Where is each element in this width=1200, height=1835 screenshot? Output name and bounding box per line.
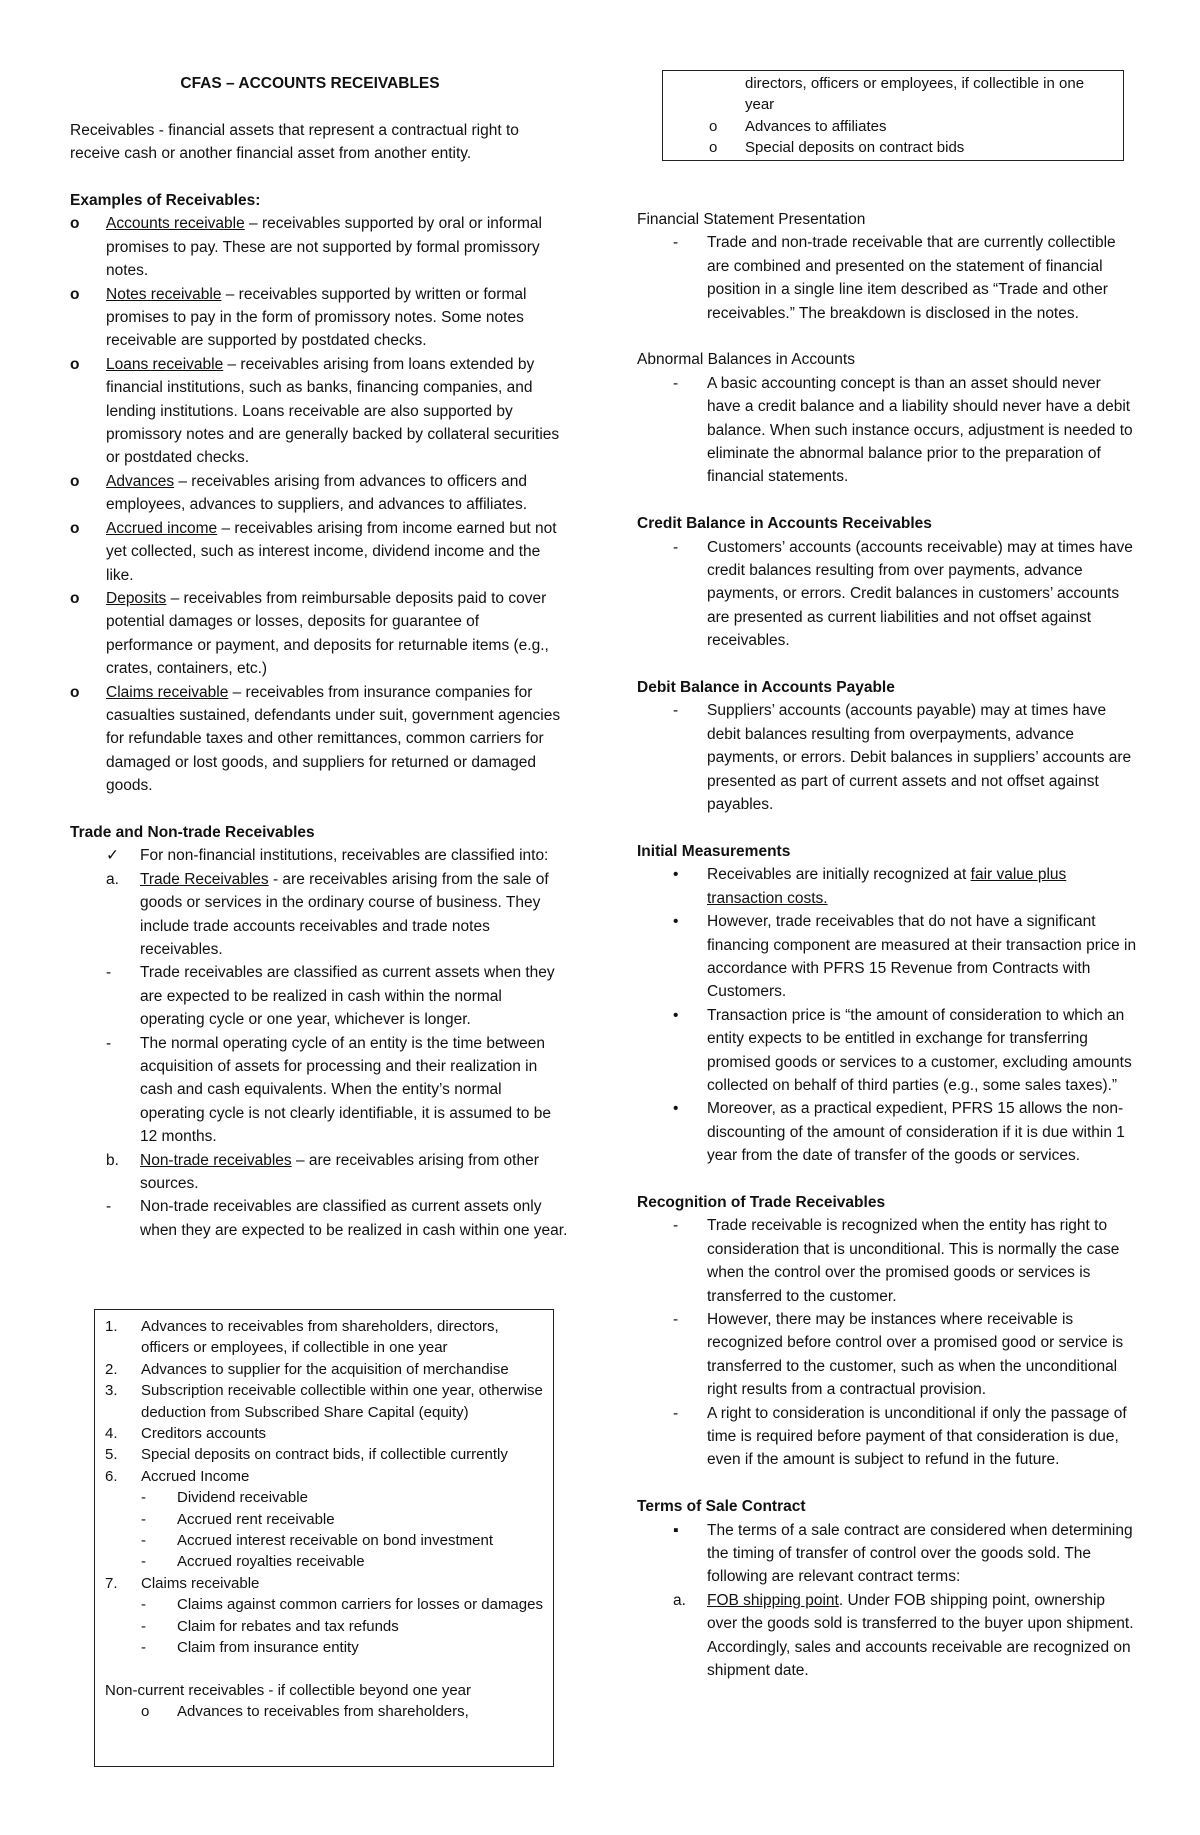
- noncurrent-heading: Non-current receivables - if collectible beyond one year: [105, 1681, 472, 1699]
- document-title: CFAS – ACCOUNTS RECEIVABLES: [180, 75, 440, 92]
- receivables-definition: Receivables - financial assets that represent a contractual right to receive cash or another financial asset from another entity.: [70, 121, 519, 163]
- box-item-1: 1. Advances to receivables from shareholders, directors, officers or employees, if collectible in one year: [105, 1318, 499, 1357]
- example-item-claims-receivable: o Claims receivable – receivables from insurance companies for casualties sustained, defendants under suit, government agencies for refundable taxes and other remittances, common carriers for damaged or lost goods, and suppliers for returned or damaged goods.: [70, 683, 561, 795]
- check-icon: ✓: [106, 846, 119, 865]
- accrued-sub-item: - Accrued rent receivable: [141, 1510, 335, 1528]
- abnormal-item: - A basic accounting concept is than an asset should never have a credit balance and a liability should never have a debit balance. When such instance occurs, adjustment is needed to eliminate the abnormal balance prior to the preparation of financial statements.: [673, 374, 1133, 486]
- initial-item-transaction-price: • However, trade receivables that do not have a significant financing component are measured at their transaction price in accordance with PFRS 15 Revenue from Contracts with Customers.: [673, 913, 1137, 1001]
- debit-item: - Suppliers’ accounts (accounts payable) may at times have debit balances resulting from overpayments, advance payments, or errors. Debit balances in suppliers’ accounts are presented as part of current assets and not offset against payables.: [673, 702, 1132, 814]
- example-item-advances: o Advances – receivables arising from advances to officers and employees, advances to suppliers, and advances to affiliates.: [70, 472, 528, 514]
- credit-item: - Customers’ accounts (accounts receivable) may at times have credit balances resulting from over payments, advance payments, or errors. Credit balances in customers’ accounts are presented as current liabilities and not offset against receivables.: [673, 538, 1133, 650]
- terms-heading: Terms of Sale Contract: [637, 1498, 806, 1516]
- noncurrent-item-affiliates: o Advances to affiliates: [709, 117, 887, 135]
- accrued-sub-item: - Accrued royalties receivable: [141, 1553, 365, 1571]
- box-item-3: 3. Subscription receivable collectible within one year, otherwise deduction from Subscribed Share Capital (equity): [105, 1382, 543, 1421]
- fsp-item: - Trade and non-trade receivable that are currently collectible are combined and presented on the statement of financial position in a single line item described as “Trade and other receivables.” The breakdown is disclosed in the notes.: [673, 234, 1116, 322]
- initial-item-fair-value: • Receivables are initially recognized at fair value plus transaction costs.: [673, 866, 1067, 907]
- credit-heading: Credit Balance in Accounts Receivables: [637, 515, 932, 533]
- nontrade-examples-box: [94, 1309, 554, 1767]
- noncurrent-item-shareholders: o Advances to receivables from shareholders,: [141, 1703, 469, 1721]
- claims-sub-item: - Claim from insurance entity: [141, 1639, 359, 1657]
- trade-intro: ✓ For non-financial institutions, receivables are classified into:: [70, 844, 570, 867]
- debit-heading: Debit Balance in Accounts Payable: [637, 679, 895, 697]
- box-item-6: 6. Accrued Income: [105, 1467, 250, 1485]
- accrued-sub-item: - Accrued interest receivable on bond investment: [141, 1532, 494, 1550]
- initial-item-practical-expedient: • Moreover, as a practical expedient, PFRS 15 allows the non-discounting of the amount of consideration if it is due within 1 year from the date of transfer of the goods or services.: [673, 1100, 1125, 1165]
- example-item-notes-receivable: o Notes receivable – receivables supported by written or formal promises to pay in the form of promissory notes. Some notes receivable are supported by postdated checks.: [70, 285, 527, 350]
- noncurrent-continuation-text: directors, officers or employees, if collectible in one year: [745, 75, 1085, 114]
- box-item-7: 7. Claims receivable: [105, 1574, 260, 1592]
- accrued-sub-item: - Dividend receivable: [141, 1489, 308, 1507]
- recognition-item: - A right to consideration is unconditional if only the passage of time is required before payment of that consideration is due, even if the amount is subject to refund in the future.: [673, 1404, 1127, 1469]
- trade-dash-operating-cycle: - The normal operating cycle of an entity is the time between acquisition of assets for processing and their realization in cash and cash equivalents. When the entity’s normal operating cycle is not clearly identifiable, it is assumed to be 12 months.: [106, 1034, 551, 1146]
- left-column: [70, 0, 570, 1242]
- box-item-4: 4. Creditors accounts: [105, 1425, 267, 1443]
- box-item-5: 5. Special deposits on contract bids, if collectible currently: [105, 1446, 508, 1464]
- abnormal-heading: Abnormal Balances in Accounts: [637, 351, 855, 369]
- noncurrent-continuation-box: [662, 70, 1124, 161]
- box-item-2: 2. Advances to supplier for the acquisition of merchandise: [105, 1360, 509, 1378]
- claims-sub-item: - Claim for rebates and tax refunds: [141, 1617, 399, 1635]
- nontrade-receivables-item: b. Non-trade receivables – are receivables arising from other sources.: [106, 1151, 539, 1193]
- terms-intro: ▪ The terms of a sale contract are considered when determining the timing of transfer of control over the goods sold. The following are relevant contract terms:: [673, 1521, 1133, 1586]
- example-item-deposits: o Deposits – receivables from reimbursable deposits paid to cover potential damages or losses, deposits for guarantee of performance or payment, and deposits for returnable items (e.g., crates, containers, etc.): [70, 589, 549, 678]
- trade-receivables-item: a. Trade Receivables - are receivables arising from the sale of goods or services in the ordinary course of business. They include trade accounts receivables and trade notes receivables.: [106, 870, 549, 958]
- initial-heading: Initial Measurements: [637, 842, 791, 860]
- examples-heading: Examples of Receivables:: [70, 192, 261, 209]
- examples-list: [70, 212, 570, 797]
- example-item-accounts-receivable: o Accounts receivable – receivables supported by oral or informal promises to pay. These are not supported by formal promissory notes.: [70, 215, 542, 280]
- claims-sub-item: - Claims against common carriers for losses or damages: [141, 1596, 543, 1614]
- recognition-item: - Trade receivable is recognized when the entity has right to consideration that is unconditional. This is normally the case when the control over the promised goods or services is transferred to the customer.: [673, 1217, 1120, 1305]
- trade-dash-current-assets: - Trade receivables are classified as current assets when they are expected to be realized in cash within the normal operating cycle or one year, whichever is longer.: [106, 964, 555, 1029]
- noncurrent-item-contract-bids: o Special deposits on contract bids: [709, 139, 965, 157]
- fsp-heading: Financial Statement Presentation: [637, 211, 866, 228]
- initial-item-definition: • Transaction price is “the amount of consideration to which an entity expects to be entitled in exchange for transferring promised goods or services to a customer, excluding amounts collected on behalf of third parties (e.g., some sales taxes).”: [673, 1006, 1132, 1094]
- nontrade-dash-current-assets: - Non-trade receivables are classified as current assets only when they are expected to be realized in cash within one year.: [106, 1198, 568, 1239]
- terms-fob-shipping-point: a. FOB shipping point. Under FOB shipping point, ownership over the goods sold is transferred to the buyer upon shipment. Accordingly, sales and accounts receivable are recognized on shipment date.: [673, 1591, 1134, 1680]
- recognition-item: - However, there may be instances where receivable is recognized before control over a promised good or service is transferred to the customer, such as when the unconditional right results from a contractual provision.: [673, 1311, 1124, 1399]
- example-item-accrued-income: o Accrued income – receivables arising from income earned but not yet collected, such as interest income, dividend income and the like.: [70, 519, 557, 584]
- right-column: [637, 208, 1137, 1683]
- trade-heading: Trade and Non-trade Receivables: [70, 823, 315, 841]
- recognition-heading: Recognition of Trade Receivables: [637, 1193, 886, 1211]
- example-item-loans-receivable: o Loans receivable – receivables arising from loans extended by financial institutions, such as banks, financing companies, and lending institutions. Loans receivable are also supported by promissory notes and are generally backed by collateral securities or postdated checks.: [70, 355, 560, 467]
